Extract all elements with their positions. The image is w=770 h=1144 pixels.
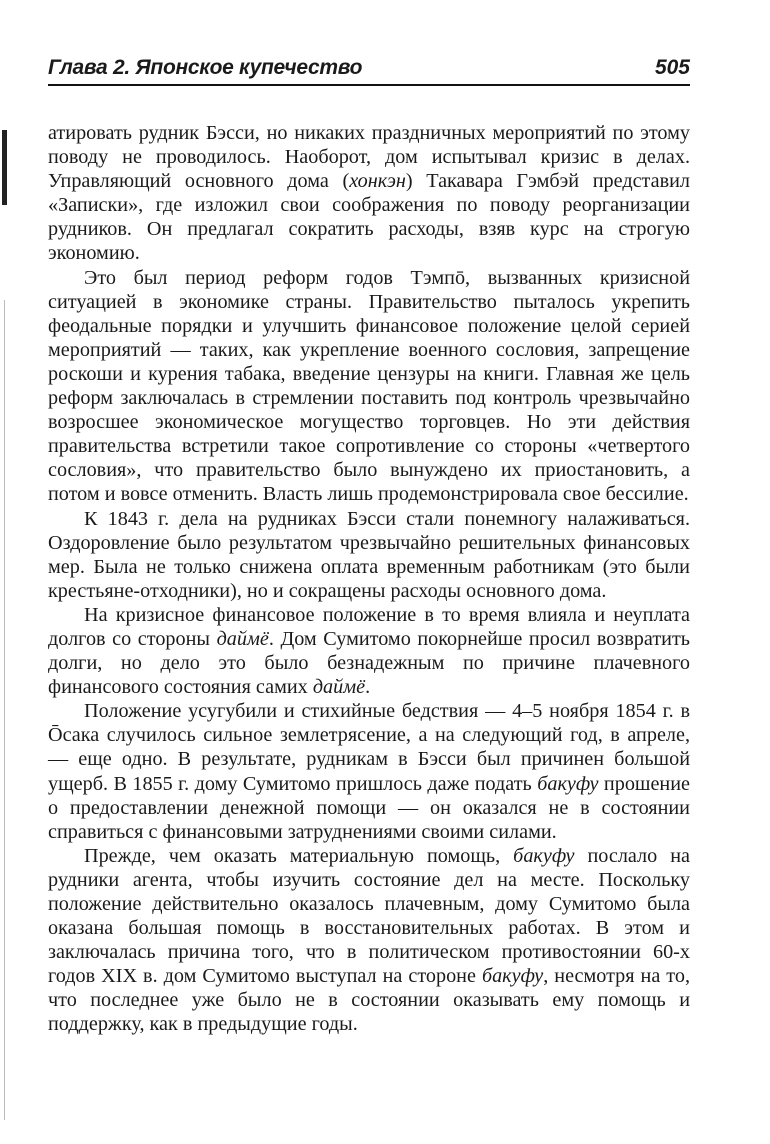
scan-edge-mark bbox=[2, 130, 7, 205]
paragraph bbox=[48, 603, 690, 699]
paragraph-text: . bbox=[365, 676, 371, 699]
paragraph-text: послало на рудники агента, чтобы изучить состояние дел на месте. Поскольку положение действительно оказалось плачевным, дому Сумитомо была оказана большая помощь в восстановительных работах. В этом и заключалась причина того, что в политическом противостоянии 60-х годов XIX в. дом Сумитомо выступал на стороне bbox=[48, 844, 690, 988]
paragraph-text: На кризисное финансовое положение в то время влияла и неуплата долгов со стороны bbox=[48, 603, 690, 650]
paragraph-text: Прежде, чем оказать материальную помощь, bbox=[84, 844, 514, 867]
chapter-title: Глава 2. Японское купечество bbox=[48, 56, 363, 79]
paragraph-text: . Дом Сумитомо покорнейше просил возвратить долги, но дело это было безнадежным по причине плачевного финансового состояния самих bbox=[48, 627, 690, 699]
italic-term: бакуфу bbox=[537, 772, 599, 795]
page-body bbox=[48, 121, 690, 1037]
italic-term: бакуфу bbox=[513, 844, 575, 867]
paragraph-text: атировать рудник Бэсси, но никаких праздничных мероприятий по этому поводу не проводилось. Наоборот, дом испытывал кризис в делах. Управляющий основного дома ( bbox=[48, 122, 690, 193]
paragraph bbox=[48, 844, 690, 1037]
paragraph-text: К 1843 г. дела на рудниках Бэсси стали понемногу налаживаться. Оздоровление было результатом чрезвычайно решительных финансовых мер. Была не только снижена оплата временным работникам (это были крестьяне-отходники), но и сокращены расходы основного дома. bbox=[48, 507, 690, 602]
paragraph-text: , несмотря на то, что последнее уже было не в состоянии оказывать ему помощь и поддержку, как в предыдущие годы. bbox=[48, 965, 690, 1036]
page-number: 505 bbox=[654, 56, 690, 79]
running-header bbox=[48, 56, 690, 86]
paragraph-text: Положение усугубили и стихийные бедствия — 4–5 ноября 1854 г. в Ōсака случилось сильное землетрясение, а на следующий год, в апреле, — еще одно. В результате, рудникам в Бэсси был причинен большой ущерб. В 1855 г. дому Сумитомо пришлось даже подать bbox=[48, 700, 690, 795]
paragraph bbox=[48, 507, 690, 603]
paragraph bbox=[48, 121, 690, 266]
scan-edge-line bbox=[4, 300, 5, 1120]
italic-term: бакуфу bbox=[481, 965, 544, 988]
italic-term: даймё bbox=[312, 676, 366, 699]
italic-term: даймё bbox=[216, 627, 269, 650]
italic-term: хонкэн bbox=[349, 170, 406, 193]
paragraph-text: прошение о предоставлении денежной помощи — он оказался не в состоянии справиться с финансовыми затруднениями своими силами. bbox=[48, 772, 690, 843]
paragraph bbox=[48, 699, 690, 844]
paragraph-text: Это был период реформ годов Тэмпō, вызванных кризисной ситуацией в экономике страны. Правительство пыталось укрепить феодальные порядки и улучшить финансовое положение целой серией мероприятий — таких, как укрепление военного сословия, запрещение роскоши и курения табака, введение цензуры на книги. Главная же цель реформ заключалась в стремлении поставить под контроль чрезвычайно возросшее экономическое могущество торговцев. Но эти действия правительства встретили такое сопротивление со стороны «четвертого сословия», что правительство было вынуждено их приостановить, а потом и вовсе отменить. Власть лишь продемонстрировала свое бессилие. bbox=[48, 266, 690, 506]
paragraph-text: ) Такавара Гэмбэй представил «Записки», где изложил свои соображения по поводу реорганизации рудников. Он предлагал сократить расходы, взяв курс на строгую экономию. bbox=[48, 170, 690, 265]
paragraph bbox=[48, 266, 690, 507]
